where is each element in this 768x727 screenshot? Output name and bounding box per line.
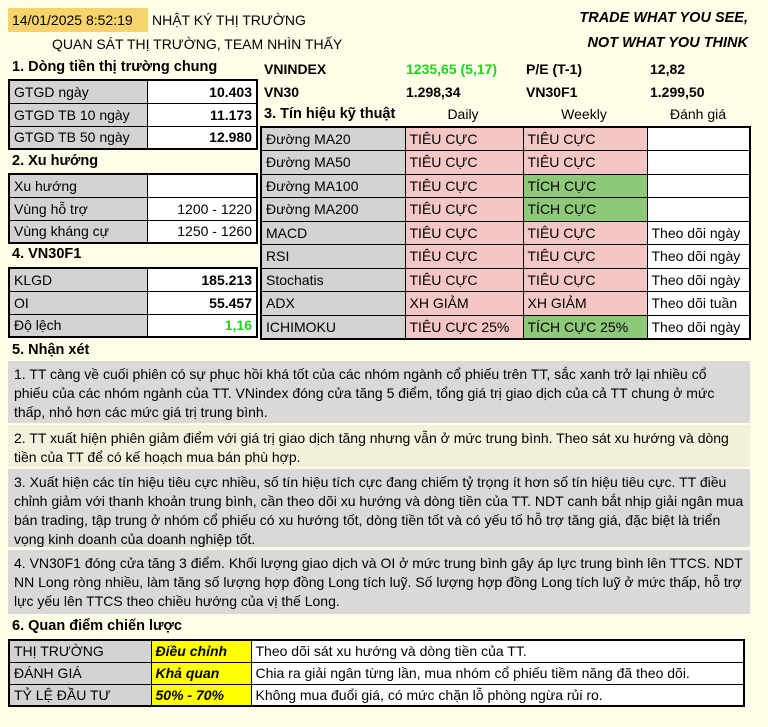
row-value: 55.457: [147, 291, 257, 314]
strategy-text: Không mua đuổi giá, có mức chặn lỗ phòng ngừa rủi ro.: [251, 684, 744, 706]
signal-daily: XH GIẢM: [405, 292, 523, 316]
table-row: [261, 174, 750, 198]
signal-label: Stochatis: [261, 268, 405, 292]
table-row: [9, 662, 744, 684]
signal-weekly: TIÊU CỰC: [523, 221, 647, 245]
table-row: [9, 174, 257, 197]
signal-eval: Theo dõi ngày: [647, 268, 750, 292]
table-row: [261, 268, 750, 292]
note-3: 3. Xuất hiện các tín hiệu tiêu cực nhiều, số tín hiệu tích cực đang chiếm tỷ trọng ít hơn số tín hiệu tiêu cực. TT điều chỉnh giảm với thanh khoản trung bình, cần theo dõi xu hướng và dòng tiền của TT. NDT canh bắt nhịp giải ngân mua bán trading, tập trung ở nhóm cổ phiếu có xu hướng tốt, dòng tiền tốt và có yếu tố hỗ trợ tăng giá, đặc biệt là triển vọng kinh doanh của doanh nghiệp tốt.: [8, 469, 750, 547]
vnindex-label: VNINDEX: [264, 61, 327, 77]
signal-daily: TIÊU CỰC: [405, 221, 523, 245]
signal-table: [260, 126, 751, 340]
row-value: [147, 174, 257, 197]
row-label: Xu hướng: [9, 174, 147, 197]
row-value: 1250 - 1260: [147, 220, 257, 243]
signal-weekly: XH GIẢM: [523, 292, 647, 316]
signal-daily: TIÊU CỰC: [405, 151, 523, 175]
strategy-label: THỊ TRƯỜNG: [9, 640, 151, 662]
signal-eval: Theo dõi tuần: [647, 292, 750, 316]
signal-eval: [647, 127, 750, 151]
section-4-title: 4. VN30F1: [12, 246, 82, 262]
cashflow-table: [8, 79, 258, 150]
strategy-value: Điều chỉnh: [151, 640, 251, 662]
signal-weekly: TIÊU CỰC: [523, 245, 647, 269]
table-row: [9, 684, 744, 706]
section-3-title: 3. Tín hiệu kỹ thuật: [264, 106, 396, 122]
vn30-value: 1.298,34: [406, 84, 461, 100]
strategy-text: Chia ra giải ngân từng lần, mua nhóm cổ phiếu tiềm năng đã theo dõi.: [251, 662, 744, 684]
row-label: Độ lệch: [9, 314, 147, 337]
col-weekly: Weekly: [561, 106, 607, 122]
signal-label: ICHIMOKU: [261, 315, 405, 339]
signal-label: Đường MA100: [261, 174, 405, 198]
signal-weekly: TÍCH CỰC: [523, 198, 647, 222]
table-row: [261, 221, 750, 245]
signal-daily: TIÊU CỰC: [405, 174, 523, 198]
signal-eval: [647, 151, 750, 175]
signal-weekly: TÍCH CỰC: [523, 174, 647, 198]
table-row: [9, 197, 257, 220]
signal-eval: Theo dõi ngày: [647, 245, 750, 269]
vn30f1-label: VN30F1: [526, 84, 578, 100]
row-label: KLGD: [9, 268, 147, 291]
row-label: Vùng hỗ trợ: [9, 197, 147, 220]
signal-daily: TIÊU CỰC: [405, 127, 523, 151]
signal-label: RSI: [261, 245, 405, 269]
signal-eval: [647, 198, 750, 222]
signal-daily: TIÊU CỰC: [405, 268, 523, 292]
strategy-table: [8, 639, 745, 707]
row-value: 12.980: [147, 126, 257, 149]
signal-eval: [647, 174, 750, 198]
table-row: [261, 315, 750, 339]
row-value: 1,16: [147, 314, 257, 337]
section-2-title: 2. Xu hướng: [12, 153, 99, 169]
section-5-title: 5. Nhận xét: [12, 342, 90, 358]
signal-label: Đường MA20: [261, 127, 405, 151]
section-6-title: 6. Quan điểm chiến lược: [12, 618, 182, 634]
row-label: GTGD TB 50 ngày: [9, 126, 147, 149]
row-label: GTGD TB 10 ngày: [9, 103, 147, 126]
signal-weekly: TIÊU CỰC: [523, 151, 647, 175]
row-value: 185.213: [147, 268, 257, 291]
col-eval: Đánh giá: [669, 106, 727, 122]
report-datetime: 14/01/2025 8:52:19: [8, 8, 148, 32]
strategy-value: 50% - 70%: [151, 684, 251, 706]
pe-value: 12,82: [650, 61, 686, 77]
report-subtitle: QUAN SÁT THỊ TRƯỜNG, TEAM NHÌN THẤY: [52, 36, 343, 52]
pe-label: P/E (T-1): [526, 61, 583, 77]
strategy-label: ĐÁNH GIÁ: [9, 662, 151, 684]
signal-weekly: TÍCH CỰC 25%: [523, 315, 647, 339]
signal-label: ADX: [261, 292, 405, 316]
signal-daily: TIÊU CỰC 25%: [405, 315, 523, 339]
table-row: [261, 151, 750, 175]
signal-weekly: TIÊU CỰC: [523, 268, 647, 292]
table-row: [9, 220, 257, 243]
trend-table: [8, 173, 258, 244]
row-value: 10.403: [147, 80, 257, 103]
table-row: [9, 103, 257, 126]
vn30-label: VN30: [264, 84, 300, 100]
table-row: [9, 268, 257, 291]
vn30f1-table: [8, 267, 258, 338]
table-row: [261, 127, 750, 151]
signal-daily: TIÊU CỰC: [405, 198, 523, 222]
table-row: [261, 292, 750, 316]
strategy-value: Khả quan: [151, 662, 251, 684]
strategy-text: Theo dõi sát xu hướng và dòng tiền của TT.: [251, 640, 744, 662]
signal-weekly: TIÊU CỰC: [523, 127, 647, 151]
signal-daily: TIÊU CỰC: [405, 245, 523, 269]
vnindex-value: 1235,65 (5,17): [406, 61, 498, 77]
strategy-label: TỶ LỆ ĐẦU TƯ: [9, 684, 151, 706]
signal-eval: Theo dõi ngày: [647, 221, 750, 245]
note-1: 1. TT càng về cuối phiên có sự phục hồi khá tốt của các nhóm ngành cổ phiếu trên TT, sắc xanh trở lại nhiều cổ phiếu của các nhóm ngành của TT. VNindex đóng cửa tăng 5 điểm, tổng giá trị giao dịch của cả TT chung ở mức thấp, nhỏ hơn các mức giá trị trung bình.: [8, 361, 750, 423]
row-label: Vùng kháng cự: [9, 220, 147, 243]
row-value: 11.173: [147, 103, 257, 126]
note-2: 2. TT xuất hiện phiên giảm điểm với giá trị giao dịch tăng nhưng vẫn ở mức trung bình. Theo sát xu hướng và dòng tiền của TT để có kế hoạch mua bán phù hợp.: [8, 425, 750, 467]
signal-eval: Theo dõi ngày: [647, 315, 750, 339]
signal-label: Đường MA200: [261, 198, 405, 222]
note-4: 4. VN30F1 đóng cửa tăng 3 điểm. Khối lượng giao dịch và OI ở mức trung bình gây áp lực trung bình lên TTCS. NDT NN Long ròng nhiều, làm tăng số lượng hợp đồng Long tích luỹ. Số lượng hợp đồng Long tích luỹ ở mức thấp, hỗ trợ lực yếu lên TTCS theo chiều hướng của vị thế Long.: [8, 550, 750, 614]
slogan-line-1: TRADE WHAT YOU SEE,: [579, 10, 748, 26]
row-value: 1200 - 1220: [147, 197, 257, 220]
col-daily: Daily: [447, 106, 479, 122]
table-row: [9, 640, 744, 662]
signal-label: MACD: [261, 221, 405, 245]
signal-label: Đường MA50: [261, 151, 405, 175]
table-row: [9, 80, 257, 103]
table-row: [261, 198, 750, 222]
slogan-line-2: NOT WHAT YOU THINK: [587, 35, 748, 51]
table-row: [261, 245, 750, 269]
table-row: [9, 126, 257, 149]
row-label: GTGD ngày: [9, 80, 147, 103]
vn30f1-value: 1.299,50: [650, 84, 705, 100]
report-title: NHẬT KÝ THỊ TRƯỜNG: [152, 12, 306, 28]
table-row: [9, 314, 257, 337]
row-label: OI: [9, 291, 147, 314]
table-row: [9, 291, 257, 314]
section-1-title: 1. Dòng tiền thị trường chung: [12, 59, 218, 75]
